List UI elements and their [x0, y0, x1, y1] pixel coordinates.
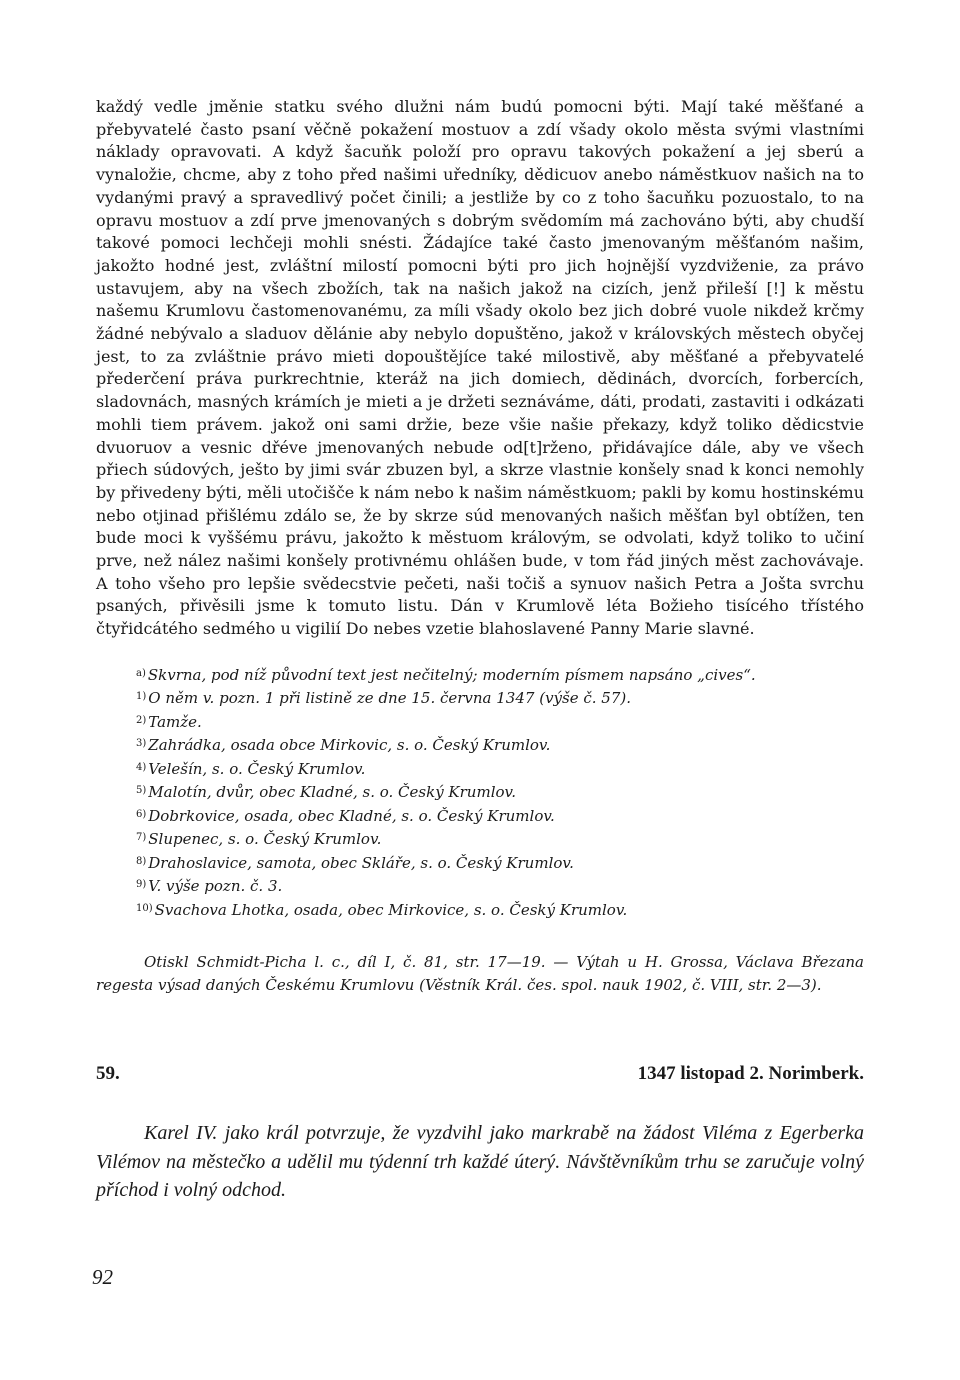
regest: Karel IV. jako král potvrzuje, že vyzdvihl jako markrabě na žádost Viléma z Egerberka Vilémov na městečko a udělil mu týdenní trh každé úterý. Návštěvníkům trhu se zaručuje volný příchod i volný odchod.: [96, 1122, 864, 1202]
footnote-mark: 8): [136, 855, 147, 867]
footnote-text: Svachova Lhotka, osada, obec Mirkovice, s. o. Český Krumlov.: [154, 900, 628, 919]
footnote-text: Slupenec, s. o. Český Krumlov.: [148, 830, 382, 849]
document-number: 59.: [96, 1063, 120, 1085]
footnote-3: [136, 733, 864, 757]
footnote-mark: 5): [136, 785, 147, 797]
footnote-8: [136, 851, 864, 875]
footnote-mark: 9): [136, 879, 147, 891]
source-note: Otiskl Schmidt-Picha l. c., díl I, č. 81, str. 17—19. — Výtah u H. Grossa, Václava Březana regesta výsad daných Českému Krumlovu (Věstník Král. čes. spol. nauk 1902, č. VIII, str. 2—3).: [96, 953, 864, 995]
footnotes: [96, 663, 864, 922]
footnote-text: Drahoslavice, samota, obec Skláře, s. o. Český Krumlov.: [148, 853, 574, 872]
charter-text: každý vedle jměnie statku svého dlužni nám budú pomocni býti. Mají také měšťané a přebyvatelé často psaní věčně pokažení mostuov a zdí všady okolo města svými vlastními náklady opravovati. A když šacuňk položí pro opravu takových pokažení a jej sberú a vynaložie, chcme, aby z toho před našimi uředníky, dědicuov anebo náměstkuov našich na to vydanými pravý a spravedlivý počet činili; a jestliže by co z toho šacuňku pozuostalo, to na opravu mostuov a zdí prve jmenovaných s dobrým svědomím má zachováno býti, aby chudší takové pomoci lechčeji mohli snésti. Žádajíce také často jmenovaným měšťanóm našim, jakožto hodné jest, zvláštní milostí pomocni býti pro jich hojnější vyzdviženie, za právo ustavujem, aby na všech zbožích, tak na našich jakož na cizích, jenž přileší [!] k městu našemu Krumlovu častomenovanému, za míli všady okolo bez jich dobré vuole nikdež krčmy žádné nebývalo a sladuov dělánie aby nebylo dopuštěno, jakož v královských městech obyčej jest, to za zvláštnie právo mieti dopouštějíce také milostivě, aby měšťané a přebyvatelé přederčení práva purkrechtnie, kteráž na jich domiech, dědinách, dvorcích, forbercích, sladovnách, masných krámích je mieti a je držeti seznáváme, dáti, prodati, zastaviti i odkázati mohli tiem právem. jakož oni sami držie, beze všie našie překazy, když toliko dědicstvie dvuoruov a vesnic dřéve jmenovaných nebude od[t]rženo, přidávajíce dále, aby ve všech přiech súdových, ješto by jimi svár zbuzen byl, a skrze vlastnie konšely snad k konci nemohly by přivedeny býti, měli utočišče k nám nebo k našim náměstkuom; pakli by komu hostinskému nebo otjinad přišlému zdálo se, že by skrze súd menovaných našich měšťan byl obtížen, ten bude moci k vyššému právu, jakožto k městuom královým, se odvolati, když toliko to učiní prve, než nález našimi konšely protivnému ohlášen bude, v tom řád jiných měst zachovávaje. A toho všeho pro lepšie svědecstvie pečeti, naši točiš a synuov našich Petra a Jošta svrchu psaných, přivěsili jsme k tomuto listu. Dán v Krumlově léta Božieho tisícého třístého čtyřidcátého sedmého u vigilií Do nebes vzetie blahoslavené Panny Marie slavné.: [96, 97, 864, 639]
footnote-4: [136, 757, 864, 781]
footnote-5: [136, 780, 864, 804]
footnote-6: [136, 804, 864, 828]
footnote-1: [136, 686, 864, 710]
footnote-mark: 2): [136, 714, 147, 726]
page: [96, 96, 864, 1225]
footnote-10: [136, 898, 864, 922]
footnote-a: [136, 663, 864, 687]
footnote-mark: a): [136, 667, 146, 679]
footnote-text: Skvrna, pod níž původní text jest nečitelný; moderním písmem napsáno „cives“.: [147, 665, 756, 684]
footnote-mark: 4): [136, 761, 147, 773]
footnote-mark: 6): [136, 808, 147, 820]
footnote-mark: 10): [136, 902, 153, 914]
footnote-text: Velešín, s. o. Český Krumlov.: [148, 759, 366, 778]
footnote-9: [136, 874, 864, 898]
document-heading: [96, 1063, 864, 1085]
footnote-text: Tamže.: [148, 712, 202, 731]
footnote-text: Malotín, dvůr, obec Kladné, s. o. Český Krumlov.: [148, 783, 516, 802]
footnote-text: V. výše pozn. č. 3.: [148, 877, 283, 896]
footnote-7: [136, 827, 864, 851]
page-number: 92: [92, 1265, 113, 1289]
footnote-2: [136, 710, 864, 734]
footnote-text: Dobrkovice, osada, obec Kladné, s. o. Český Krumlov.: [148, 806, 555, 825]
footnote-mark: 7): [136, 832, 147, 844]
document-date-place: 1347 listopad 2. Norimberk.: [637, 1063, 864, 1085]
footnote-text: Zahrádka, osada obce Mirkovic, s. o. Český Krumlov.: [148, 736, 551, 755]
footnote-text: O něm v. pozn. 1 při listině ze dne 15. června 1347 (výše č. 57).: [148, 689, 631, 708]
footnote-mark: 1): [136, 691, 147, 703]
footnote-mark: 3): [136, 738, 147, 750]
